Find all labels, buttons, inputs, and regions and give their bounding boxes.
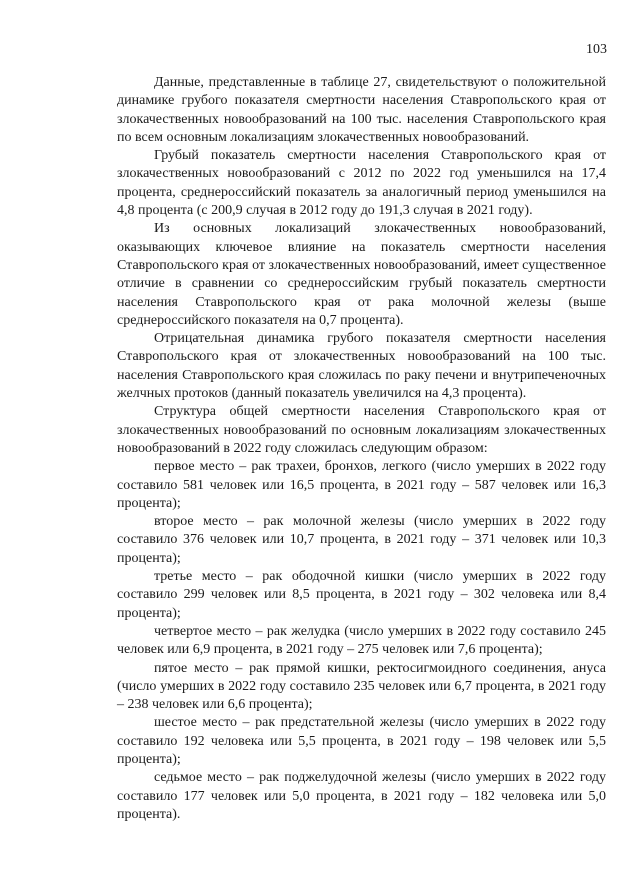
list-item-place-4: четвертое место – рак желудка (число умерших в 2022 году составило 245 человек или 6,9 процента, в 2021 году – 275 человек или 7,6 процента); — [117, 623, 606, 658]
list-item-place-3: третье место – рак ободочной кишки (число умерших в 2022 году составило 299 человек или 8,5 процента, в 2021 году – 302 человека или 8,4 процента); — [117, 569, 606, 621]
list-item-place-6: шестое место – рак предстательной железы (число умерших в 2022 году составило 192 человека или 5,5 процента, в 2021 году – 198 человек или 5,5 процента); — [117, 715, 606, 767]
document-body — [117, 74, 606, 824]
paragraph-structure: Структура общей смертности населения Ставропольского края от злокачественных новообразований по основным локализациям злокачественных новообразований в 2022 году сложилась следующим образом: — [117, 404, 606, 456]
paragraph-intro: Данные, представленные в таблице 27, свидетельствуют о положительной динамике грубого показателя смертности населения Ставропольского края от злокачественных новообразований на 100 тыс. населения Ставропольского края по всем основным локализациям злокачественных новообразований. — [117, 75, 606, 145]
list-item-place-5: пятое место – рак прямой кишки, ректосигмоидного соединения, ануса (число умерших в 2022 году составило 235 человек или 6,7 процента, в 2021 году – 238 человек или 6,6 процента); — [117, 660, 606, 713]
paragraph-localizations: Из основных локализаций злокачественных новообразований, оказывающих ключевое влияние на показатель смертности населения Ставропольского края от злокачественных новообразований, имеет существенное отличие в сравнении со среднероссийским грубый показатель смертности населения Ставропольского края от рака молочной железы (выше среднероссийского показателя на 0,7 процента). — [117, 221, 606, 328]
paragraph-crude-rate: Грубый показатель смертности населения Ставропольского края от злокачественных новообразований с 2012 по 2022 год уменьшился на 17,4 процента, среднероссийский показатель за аналогичный период уменьшился на 4,8 процента (с 200,9 случая в 2012 году до 191,3 случая в 2021 году). — [117, 148, 606, 219]
list-item-place-7: седьмое место – рак поджелудочной железы (число умерших в 2022 году составило 177 человек или 5,0 процента, в 2021 году – 182 человека или 5,0 процента). — [117, 770, 606, 822]
page-number: 103 — [586, 42, 607, 57]
list-item-place-2: второе место – рак молочной железы (число умерших в 2022 году составило 376 человек или 10,7 процента, в 2021 году – 371 человек или 10,3 процента); — [117, 514, 606, 566]
list-item-place-1: первое место – рак трахеи, бронхов, легкого (число умерших в 2022 году составило 581 человек или 16,5 процента, в 2021 году – 587 человек или 16,3 процента); — [117, 459, 606, 511]
paragraph-negative-dynamics: Отрицательная динамика грубого показателя смертности населения Ставропольского края от злокачественных новообразований на 100 тыс. населения Ставропольского края сложилась по раку печени и внутрипеченочных желчных протоков (данный показатель увеличился на 4,3 процента). — [117, 331, 606, 402]
